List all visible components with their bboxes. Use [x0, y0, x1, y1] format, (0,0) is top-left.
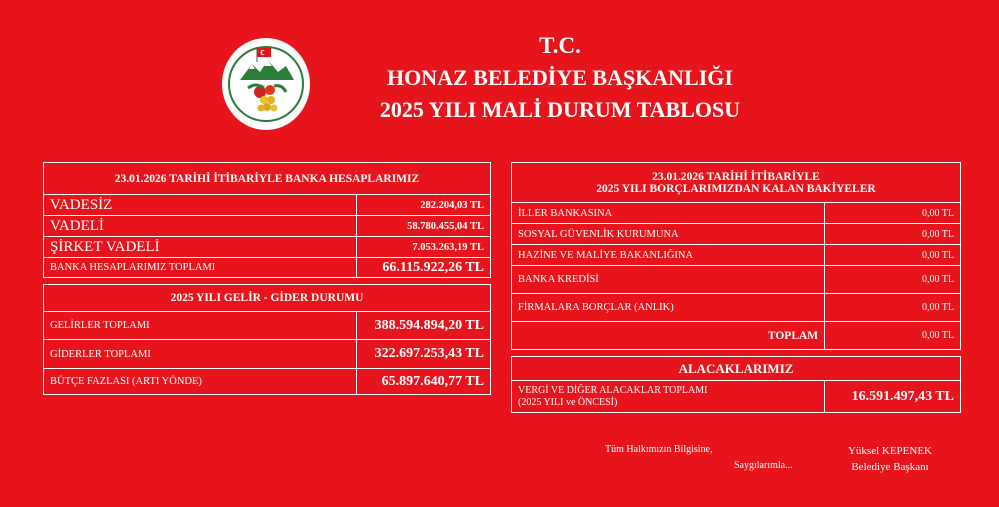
- debt-row-label: FİRMALARA BORÇLAR (ANLIK): [512, 294, 825, 322]
- bank-row-value: 58.780.455,04 TL: [357, 216, 491, 237]
- municipality-logo: [222, 38, 310, 130]
- mayor-title: Belediye Başkanı: [851, 461, 929, 473]
- receivables-value: 16.591.497,43 TL: [825, 381, 961, 413]
- bank-total-value: 66.115.922,26 TL: [357, 258, 491, 278]
- footer-info: Tüm Halkımızın Bilgisine,: [605, 444, 713, 455]
- debts-total-value: 0,00 TL: [825, 322, 961, 350]
- debts-total-label: TOPLAM: [512, 322, 825, 350]
- mayor-name: Yüksel KEPENEK: [847, 445, 933, 457]
- income-title: 2025 YILI GELİR - GİDER DURUMU: [44, 285, 491, 312]
- debt-row-label: SOSYAL GÜVENLİK KURUMUNA: [512, 224, 825, 245]
- header-municipality: HONAZ BELEDİYE BAŞKANLIĞI: [387, 65, 733, 90]
- debt-row-label: BANKA KREDİSİ: [512, 266, 825, 294]
- income-row-value: 322.697.253,43 TL: [357, 340, 491, 369]
- bank-row-label: ŞİRKET VADELİ: [44, 237, 357, 258]
- bank-total-label: BANKA HESAPLARIMIZ TOPLAMI: [44, 258, 357, 278]
- debt-row-value: 0,00 TL: [825, 224, 961, 245]
- debt-row-value: 0,00 TL: [825, 294, 961, 322]
- bank-row-value: 7.053.263,19 TL: [357, 237, 491, 258]
- debt-row-label: İLLER BANKASINA: [512, 203, 825, 224]
- municipality-seal-icon: [226, 42, 306, 126]
- bank-row-value: 282.204,03 TL: [357, 195, 491, 216]
- header-table-title: 2025 YILI MALİ DURUM TABLOSU: [379, 97, 741, 122]
- signature-block: [830, 443, 950, 475]
- debt-row-value: 0,00 TL: [825, 266, 961, 294]
- debt-row-value: 0,00 TL: [825, 203, 961, 224]
- income-row-value: 388.594.894,20 TL: [357, 312, 491, 340]
- receivables-period: (2025 YILI ve ÖNCESİ): [518, 396, 618, 408]
- debt-row-value: 0,00 TL: [825, 245, 961, 266]
- income-row-value: 65.897.640,77 TL: [357, 369, 491, 395]
- receivables-title: ALACAKLARIMIZ: [512, 357, 961, 381]
- debt-row-label: HAZİNE VE MALİYE BAKANLIĞINA: [512, 245, 825, 266]
- debts-receivables-table: [511, 162, 961, 413]
- debts-title-line2: 2025 YILI BORÇLARIMIZDAN KALAN BAKİYELER: [596, 182, 876, 195]
- bank-row-label: VADELİ: [44, 216, 357, 237]
- header-tc: T.C.: [539, 33, 581, 58]
- income-row-label: GİDERLER TOPLAMI: [44, 340, 357, 369]
- footer-regards: Saygılarımla...: [734, 460, 793, 471]
- bank-row-label: VADESİZ: [44, 195, 357, 216]
- bank-income-table: [43, 162, 491, 395]
- income-row-label: GELİRLER TOPLAMI: [44, 312, 357, 340]
- page-header: [320, 30, 800, 126]
- debts-title-line1: 23.01.2026 TARİHİ İTİBARİYLE: [652, 170, 820, 183]
- bank-title: 23.01.2026 TARİHİ İTİBARİYLE BANKA HESAPLARIMIZ: [44, 163, 491, 195]
- receivables-label: VERGİ VE DİĞER ALACAKLAR TOPLAMI: [518, 384, 708, 396]
- income-row-label: BÜTÇE FAZLASI (ARTI YÖNDE): [44, 369, 357, 395]
